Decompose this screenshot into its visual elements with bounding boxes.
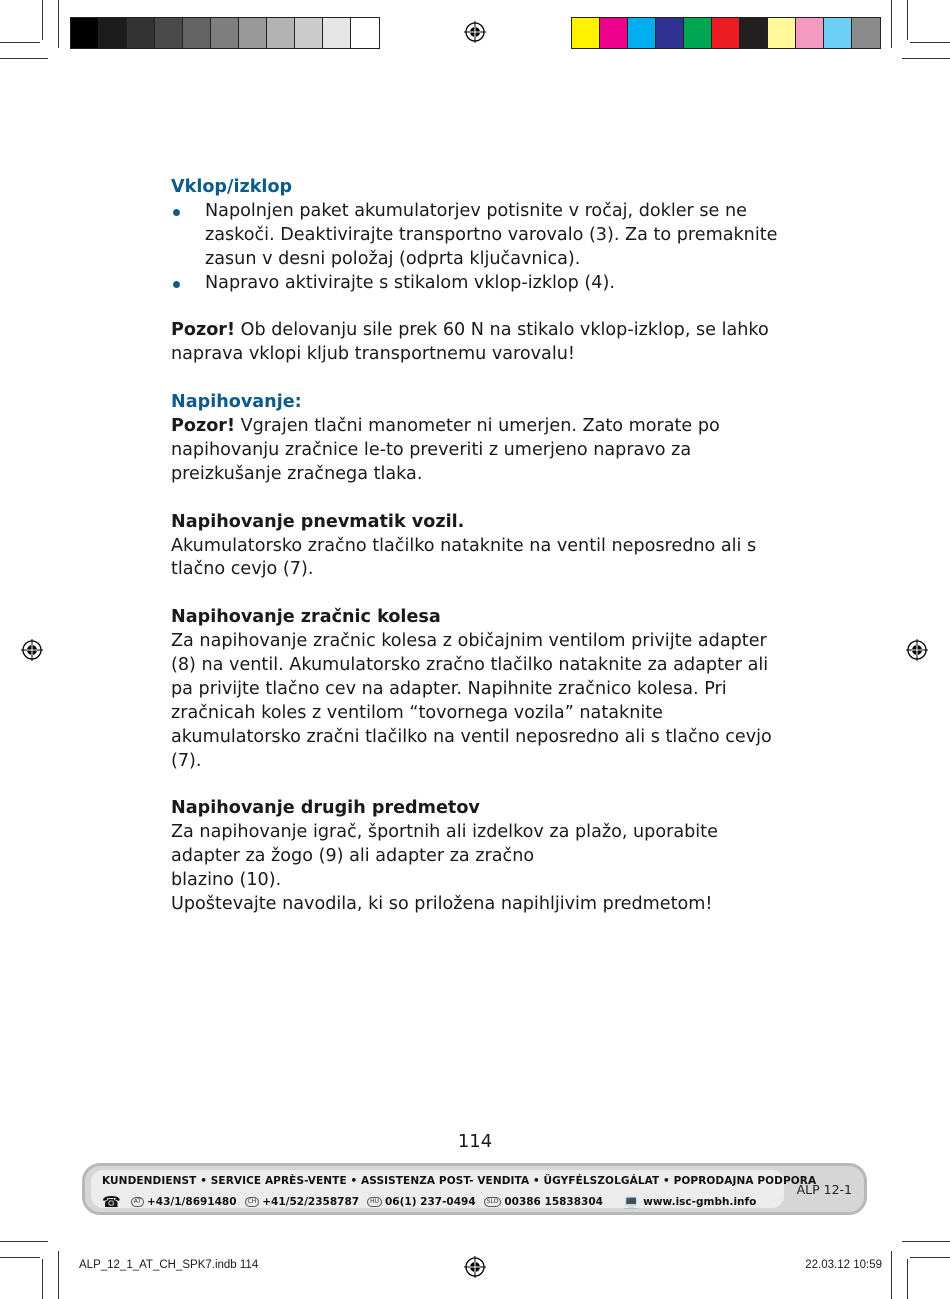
crop-mark <box>910 1257 950 1258</box>
bullet-item: Napravo aktivirajte s stikalom vklop-izklop (4). <box>171 272 781 296</box>
service-info-box <box>82 1163 867 1215</box>
color-swatch <box>740 18 768 48</box>
color-swatch <box>852 18 880 48</box>
section-heading-napihovanje: Napihovanje: <box>171 392 302 413</box>
registration-mark-icon <box>464 1256 486 1278</box>
phone-number: +43/1/8691480 <box>147 1196 237 1208</box>
section-heading-vklop: Vklop/izklop <box>171 177 293 197</box>
phone-number: 06(1) 237-0494 <box>384 1196 476 1208</box>
page-number: 114 <box>457 1131 493 1152</box>
laptop-icon: 💻 <box>622 1194 640 1210</box>
color-swatch <box>267 18 295 48</box>
warning-label: Pozor! <box>171 320 236 341</box>
color-swatch <box>351 18 379 48</box>
paragraph-pnevmatike: Akumulatorsko zračno tlačilko nataknite na ventil neposredno ali s tlačno cevjo (7). <box>171 535 757 580</box>
color-swatch <box>211 18 239 48</box>
crop-mark <box>58 1251 59 1299</box>
section-heading-pnevmatike: Napihovanje pnevmatik vozil. <box>171 511 465 532</box>
crop-mark <box>891 1251 892 1299</box>
color-swatch <box>712 18 740 48</box>
warning-paragraph <box>171 319 781 367</box>
phone-number: +41/52/2358787 <box>262 1196 360 1208</box>
color-swatch <box>323 18 351 48</box>
grayscale-color-bar <box>70 17 380 49</box>
color-swatch <box>71 18 99 48</box>
paragraph-predmeti-line3: Upoštevajte navodila, ki so priložena napihljivim predmetom! <box>171 894 713 915</box>
crop-mark <box>0 1241 48 1242</box>
crop-mark <box>902 1241 950 1242</box>
website-link[interactable]: www.isc-gmbh.info <box>643 1196 757 1208</box>
crop-mark <box>0 42 40 43</box>
service-title: KUNDENDIENST • SERVICE APRÈS-VENTE • ASSISTENZA POST- VENDITA • ÜGYFÉLSZOLGÁLAT • POPRODAJNA PODPORA <box>102 1175 817 1187</box>
warning-label: Pozor! <box>171 416 236 437</box>
service-contacts <box>102 1193 756 1211</box>
model-code: ALP 12-1 <box>796 1182 852 1197</box>
telephone-icon: ☎ <box>102 1193 121 1211</box>
section-heading-predmeti: Napihovanje drugih predmetov <box>171 798 480 819</box>
warning-text: Vgrajen tlačni manometer ni umerjen. Zato morate po napihovanju zračnice le-to preveriti z umerjeno napravo za preizkušanje zračnega tlaka. <box>171 416 720 484</box>
color-swatch <box>239 18 267 48</box>
crop-mark <box>907 0 908 40</box>
paragraph-predmeti-line1: Za napihovanje igrač, športnih ali izdelkov za plažo, uporabite adapter za žogo (9) ali adapter za zračno <box>171 822 718 867</box>
print-slug-file: ALP_12_1_AT_CH_SPK7.indb 114 <box>79 1259 259 1271</box>
print-slug-datetime: 22.03.12 10:59 <box>805 1259 882 1271</box>
color-swatch <box>183 18 211 48</box>
color-swatch <box>155 18 183 48</box>
crop-mark <box>0 1257 40 1258</box>
warning-paragraph <box>171 415 781 487</box>
crop-mark <box>907 1259 908 1299</box>
registration-mark-icon <box>906 639 928 661</box>
section-heading-zracnice: Napihovanje zračnic kolesa <box>171 607 441 628</box>
color-swatch <box>656 18 684 48</box>
crop-mark <box>902 58 950 59</box>
color-swatch <box>572 18 600 48</box>
color-swatch <box>796 18 824 48</box>
color-swatch <box>600 18 628 48</box>
process-color-bar <box>571 17 881 49</box>
country-flag-badge: AT <box>131 1197 144 1207</box>
color-swatch <box>628 18 656 48</box>
paragraph-zracnice: Za napihovanje zračnic kolesa z običajnim ventilom privijte adapter (8) na ventil. Akumulatorsko zračno tlačilko nataknite za adapter ali pa privijte tlačno cev na adapter. Napihnite zračnico kolesa. Pri zračnicah koles z ventilom “tovornega vozila” nataknite akumulatorsko zračni tlačilko na ventil neposredno ali s tlačno cevjo (7). <box>171 631 772 771</box>
color-swatch <box>824 18 852 48</box>
crop-mark <box>0 58 48 59</box>
crop-mark <box>891 0 892 48</box>
crop-mark <box>58 0 59 48</box>
crop-mark <box>42 1259 43 1299</box>
color-swatch <box>684 18 712 48</box>
country-flag-badge: HU <box>367 1197 382 1207</box>
color-swatch <box>99 18 127 48</box>
color-swatch <box>127 18 155 48</box>
bullet-item: Napolnjen paket akumulatorjev potisnite v ročaj, dokler se ne zaskoči. Deaktivirajte transportno varovalo (3). Za to premaknite zasun v desni položaj (odprta ključavnica). <box>171 200 781 272</box>
registration-mark-icon <box>21 639 43 661</box>
paragraph-predmeti-line2: blazino (10). <box>171 870 282 891</box>
warning-text: Ob delovanju sile prek 60 N na stikalo vklop-izklop, se lahko naprava vklopi kljub transportnemu varovalu! <box>171 320 769 365</box>
registration-mark-icon <box>464 21 486 43</box>
manual-page-content <box>171 176 781 917</box>
color-swatch <box>768 18 796 48</box>
vklop-bullet-list <box>171 200 781 296</box>
country-flag-badge: SLO <box>484 1197 502 1207</box>
crop-mark <box>42 0 43 40</box>
crop-mark <box>910 42 950 43</box>
phone-number: 00386 15838304 <box>504 1196 603 1208</box>
color-swatch <box>295 18 323 48</box>
country-flag-badge: CH <box>245 1197 260 1207</box>
